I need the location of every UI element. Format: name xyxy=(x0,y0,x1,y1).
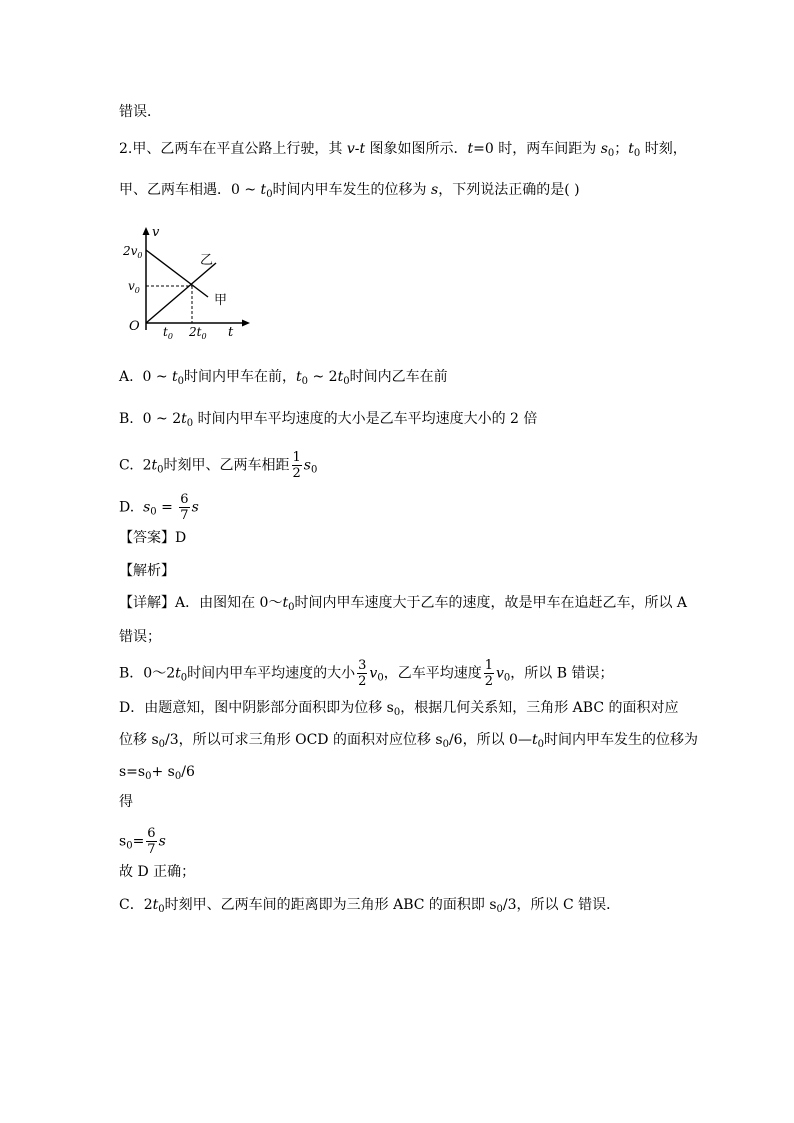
y-axis-label: v xyxy=(152,225,160,240)
x-tick-t0: t xyxy=(163,325,168,339)
option-b: B. 0 ~ $2t_0$ 时间内甲车平均速度的大小是乙车平均速度大小的 2 倍 xyxy=(119,411,538,429)
y-axis-arrow xyxy=(143,227,150,235)
explain-c-line: C．$2t_0$时刻甲、乙两车间的距离即为三角形 ABC 的面积即 $s_0/3$，所以 C 错误． xyxy=(119,897,621,915)
y-tick-2v0-sub: 0 xyxy=(137,251,143,260)
svg-text:2t0 xyxy=(188,325,207,340)
explain-d-result: $s_0=$ $\frac{6}{7}$ s xyxy=(119,826,166,857)
x-axis-label: t xyxy=(228,325,234,340)
x-tick-2t0-sub: 0 xyxy=(201,332,207,340)
option-d: D. $s_0$ = $\frac{6}{7}$ s xyxy=(119,492,199,523)
svg-text:t0 xyxy=(163,325,173,340)
origin-label: O xyxy=(129,319,140,334)
label-jia: 甲 xyxy=(214,293,228,308)
explain-d-line-2: 位移 $s_0/3$，所以可求三角形 OCD 的面积对应位移 $s_0/6$，所以 $0—t_0$时间内甲车发生的位移为 xyxy=(119,732,698,750)
fraction-one-half: $\frac{1}{2}$ xyxy=(292,450,301,481)
option-c: C. $2t_0$时刻甲、乙两车相距 $\frac{1}{2}$ $s_0$ xyxy=(119,450,318,481)
x-axis-arrow xyxy=(242,320,250,327)
explain-d-line-1: D．由题意知，图中阴影部分面积即为位移 $s_0$，根据几何关系知，三角形 ABC 的面积对应 xyxy=(119,700,679,718)
fraction-six-sevenths: $\frac{6}{7}$ xyxy=(180,492,189,523)
explain-a-line-2: 错误； xyxy=(119,629,161,645)
question-line-1: 2.甲、乙两车在平直公路上行驶，其 v-t 图象如图所示．t=0 时，两车间距为 $s_0$；$t_0$ 时刻， xyxy=(119,141,687,159)
svg-text:v0 xyxy=(128,279,140,295)
y-tick-v0-sub: 0 xyxy=(134,286,140,295)
explain-d-conclusion: 故 D 正确； xyxy=(119,864,196,880)
answer-line: 【答案】D xyxy=(119,530,187,546)
jia-line xyxy=(146,250,208,297)
fraction-one-half-b: $\frac{1}{2}$ xyxy=(484,658,493,689)
x-tick-2t0: 2t xyxy=(189,325,202,339)
y-tick-2v0: 2v xyxy=(123,244,138,258)
x-tick-t0-sub: 0 xyxy=(167,332,173,340)
question-line-2: 甲、乙两车相遇．0 ~ $t_0$时间内甲车发生的位移为 s，下列说法正确的是( ) xyxy=(119,182,580,200)
explain-b-line: B．$0\sim 2t_0$时间内甲车平均速度的大小 $\frac{3}{2}$ $v_0$，乙车平均速度 $\frac{1}{2}$ $v_0$，所以 B 错误； xyxy=(119,658,614,689)
vt-graph xyxy=(116,222,256,340)
fraction-six-sevenths-b: $\frac{6}{7}$ xyxy=(147,826,156,857)
label-yi: 乙 xyxy=(200,253,214,268)
svg-text:2v0 xyxy=(122,244,143,260)
explain-a-line-1: 【详解】A．由图知在 $0\sim t_0$时间内甲车速度大于乙车的速度，故是甲车在追赶乙车，所以 A xyxy=(119,595,688,613)
analysis-title: 【解析】 xyxy=(119,563,175,579)
y-tick-v0: v xyxy=(128,279,135,293)
yi-line xyxy=(146,263,216,323)
explain-de-line: 得 xyxy=(119,794,133,810)
explain-d-line-3: $s=s_0+ s_0/6$ xyxy=(119,764,195,782)
fraction-three-halves: $\frac{3}{2}$ xyxy=(358,658,367,689)
option-a: A. 0 ~ $t_0$时间内甲车在前，$t_0$ ~ $2t_0$时间内乙车在前 xyxy=(119,369,448,387)
previous-answer-tail: 错误． xyxy=(119,104,161,120)
